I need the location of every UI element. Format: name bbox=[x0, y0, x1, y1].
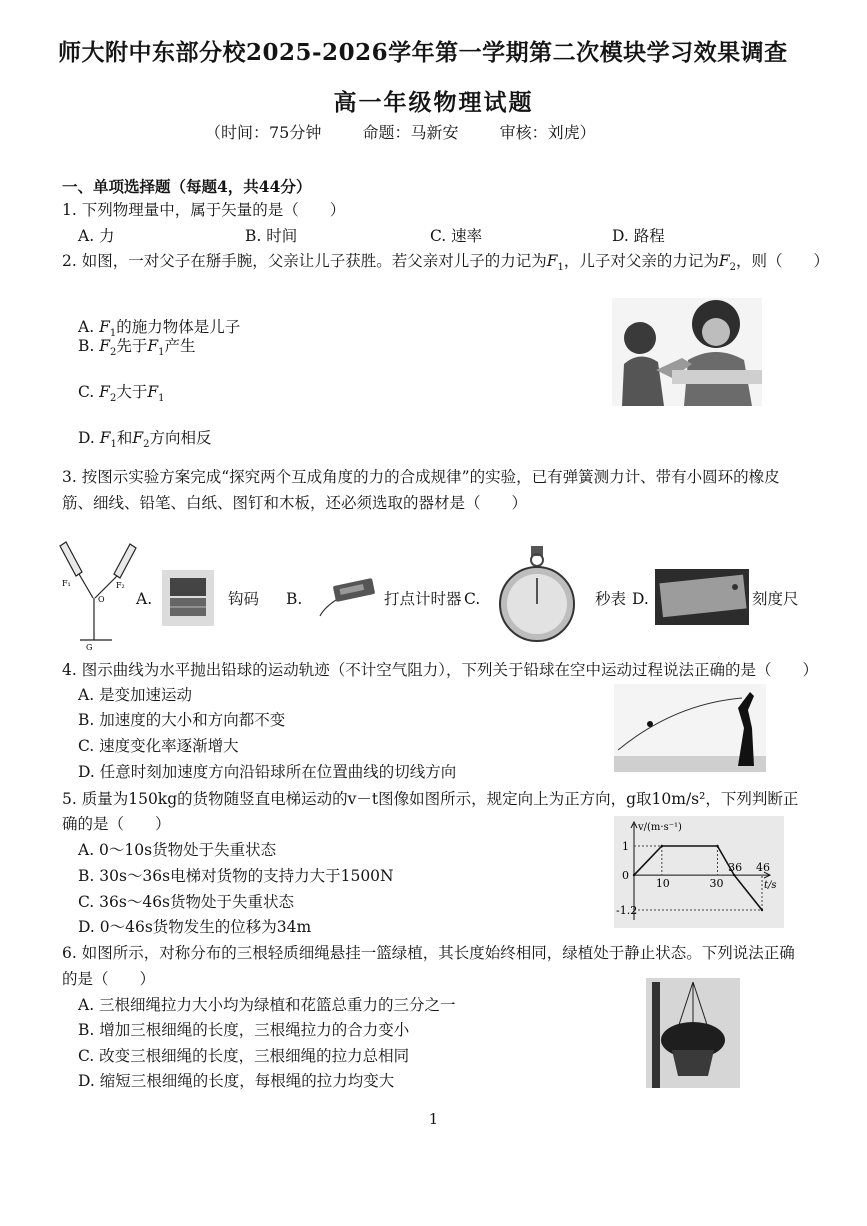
hook-weights-picture bbox=[162, 570, 214, 626]
data-point bbox=[661, 845, 663, 847]
q6-line1: 6. 如图所示，对称分布的三根轻质细绳悬挂一篮绿植，其长度始终相同，绿植处于静止状态。下列说法正确 bbox=[62, 944, 795, 962]
ruler-picture bbox=[655, 569, 749, 625]
q5-option-c: C. 36s～46s货物处于失重状态 bbox=[78, 893, 295, 911]
label-f1: F₁ bbox=[62, 579, 71, 588]
x-tick-label: 10 bbox=[655, 877, 670, 891]
arm-wrestling-picture bbox=[612, 298, 762, 406]
y-tick-label: 0 bbox=[622, 869, 629, 883]
ticker-timer-picture bbox=[314, 578, 380, 618]
y-axis-label: v/(m·s⁻¹) bbox=[638, 822, 682, 833]
q4-option-c: C. 速度变化率逐渐增大 bbox=[78, 737, 239, 755]
q4-option-b: B. 加速度的大小和方向都不变 bbox=[78, 711, 286, 729]
exam-meta bbox=[205, 120, 632, 143]
force-composition-diagram bbox=[56, 538, 140, 654]
q6-option-a: A. 三根细绳拉力大小均为绿植和花篮总重力的三分之一 bbox=[78, 996, 456, 1014]
q5-line1: 5. 质量为150kg的货物随竖直电梯运动的v－t图像如图所示，规定向上为正方向，g取10m/s²，下列判断正 bbox=[62, 790, 799, 808]
q1-option-c: C. 速率 bbox=[430, 227, 483, 245]
q5-option-b: B. 30s～36s电梯对货物的支持力大于1500N bbox=[78, 867, 394, 885]
q5-option-d: D. 0～46s货物发生的位移为34m bbox=[78, 918, 312, 936]
q3-option-b-label: 打点计时器 bbox=[384, 590, 462, 608]
y-tick-label: -1.2 bbox=[616, 904, 638, 917]
q1-stem: 1. 下列物理量中，属于矢量的是（ ） bbox=[62, 201, 346, 219]
q3-option-d-label: 刻度尺 bbox=[752, 590, 799, 608]
hanging-plant-picture bbox=[646, 978, 740, 1088]
label-g: G bbox=[86, 643, 93, 652]
q3-line2: 筋、细线、铅笔、白纸、图钉和木板，还必须选取的器材是（ ） bbox=[62, 494, 528, 512]
data-point bbox=[733, 874, 735, 876]
q2-option-b: B. $F_2$先于$F_1$产生 bbox=[78, 337, 196, 359]
shot-put-picture bbox=[614, 684, 766, 772]
x-tick-label: 46 bbox=[756, 861, 770, 875]
q2-option-d: D. $F_1$和$F_2$方向相反 bbox=[78, 429, 212, 451]
x-axis-label: t/s bbox=[764, 880, 777, 892]
label-f2: F₂ bbox=[116, 581, 125, 590]
q4-option-d: D. 任意时刻加速度方向沿铅球所在位置曲线的切线方向 bbox=[78, 763, 457, 781]
exam-reviewer: 审核：刘虎） bbox=[499, 123, 596, 142]
q2-option-a: A. $F_1$的施力物体是儿子 bbox=[78, 318, 241, 340]
q4-option-a: A. 是变加速运动 bbox=[78, 686, 193, 704]
q3-option-d: D. bbox=[632, 590, 649, 608]
page-number: 1 bbox=[428, 1110, 439, 1128]
q3-option-a-label: 钩码 bbox=[228, 590, 260, 608]
q3-option-b: B. bbox=[286, 590, 303, 608]
exam-author: 命题：马新安 bbox=[362, 123, 459, 142]
label-o: O bbox=[98, 595, 105, 604]
q2-option-c: C. $F_2$大于$F_1$ bbox=[78, 383, 165, 405]
data-point bbox=[716, 845, 718, 847]
q6-option-c: C. 改变三根细绳的长度，三根细绳的拉力总相同 bbox=[78, 1047, 410, 1065]
x-tick-label: 36 bbox=[728, 861, 743, 875]
data-point bbox=[633, 874, 635, 876]
exam-subtitle: 高一年级物理试题 bbox=[333, 89, 534, 116]
q5-option-a: A. 0～10s货物处于失重状态 bbox=[78, 841, 277, 859]
q1-option-b: B. 时间 bbox=[245, 227, 298, 245]
q4-stem: 4. 图示曲线为水平抛出铅球的运动轨迹（不计空气阻力），下列关于铅球在空中运动过程说法正确的是（ ） bbox=[62, 661, 818, 679]
q3-option-a: A. bbox=[136, 590, 153, 608]
exam-title: 师大附中东部分校2025-2026学年第一学期第二次模块学习效果调查 bbox=[58, 39, 788, 66]
stopwatch-picture bbox=[498, 546, 576, 646]
q6-option-b: B. 增加三根细绳的长度，三根绳拉力的合力变小 bbox=[78, 1021, 410, 1039]
q3-option-c-label: 秒表 bbox=[595, 590, 627, 608]
q1-option-a: A. 力 bbox=[78, 227, 115, 245]
x-tick-label: 30 bbox=[709, 877, 724, 891]
y-tick-label: 1 bbox=[622, 840, 629, 853]
q1-option-d: D. 路程 bbox=[612, 227, 665, 245]
data-point bbox=[761, 909, 763, 911]
section-heading: 一、单项选择题（每题4，共44分） bbox=[62, 177, 312, 196]
exam-time: （时间：75分钟 bbox=[205, 123, 322, 142]
q5-line2: 确的是（ ） bbox=[62, 815, 171, 833]
q6-line2: 的是（ ） bbox=[62, 970, 156, 988]
vt-chart bbox=[614, 816, 784, 928]
q6-option-d: D. 缩短三根细绳的长度，每根绳的拉力均变大 bbox=[78, 1072, 395, 1090]
q2-stem: 2. 如图，一对父子在掰手腕，父亲让儿子获胜。若父亲对儿子的力记为$F_1$，儿子对父亲的力记为$F_2$，则（ ） bbox=[62, 252, 830, 274]
q3-option-c: C. bbox=[464, 590, 481, 608]
q3-line1: 3. 按图示实验方案完成“探究两个互成角度的力的合成规律”的实验，已有弹簧测力计、带有小圆环的橡皮 bbox=[62, 468, 780, 486]
